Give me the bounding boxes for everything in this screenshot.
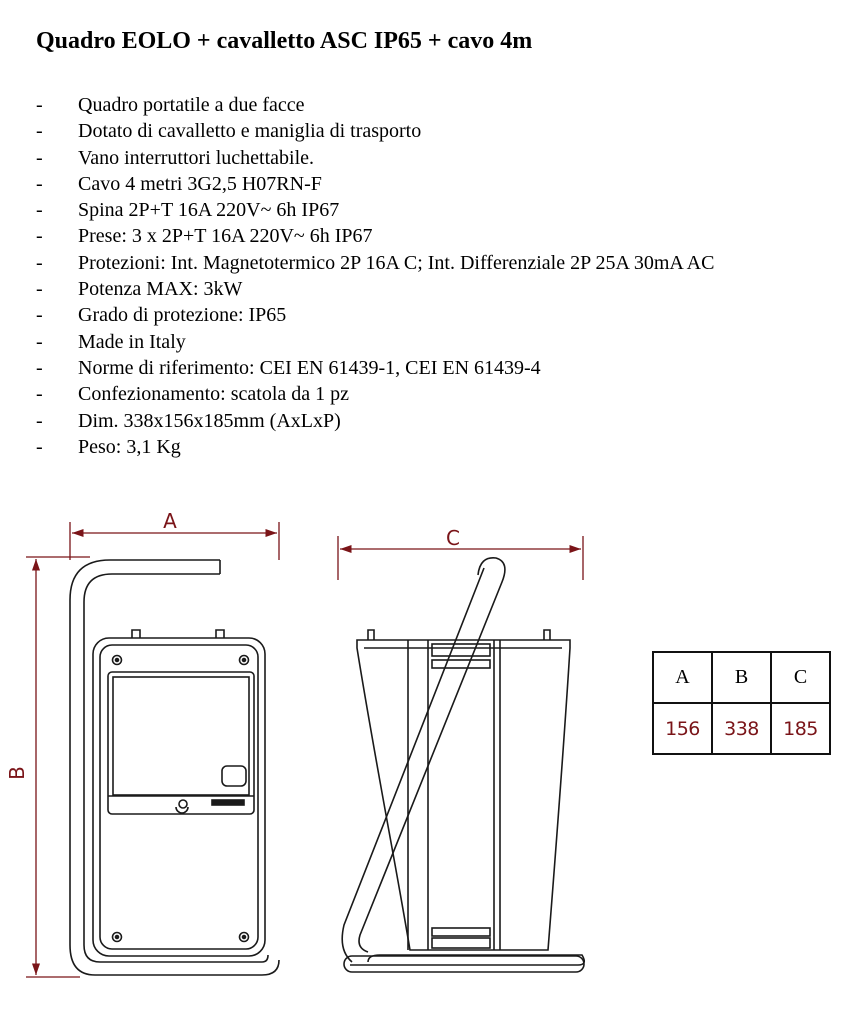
bullet-dash: - [36,435,43,458]
dimensions-value-row [653,703,830,754]
spec-text: Norme di riferimento: CEI EN 61439-1, CEI EN 61439-4 [78,356,541,379]
bullet-dash: - [36,409,43,432]
front-view [5,509,279,977]
product-title: Quadro EOLO + cavalletto ASC IP65 + cavo 4m [36,28,533,54]
bullet-dash: - [36,330,43,353]
dim-value-c: 185 [771,703,830,754]
dim-value-b: 338 [712,703,771,754]
bullet-dash: - [36,304,43,327]
bullet-dash: - [36,225,43,248]
bullet-dash: - [36,146,43,169]
dim-value-a: 156 [653,703,712,754]
bullet-dash: - [36,94,43,116]
spec-text: Grado di protezione: IP65 [78,304,287,327]
dimension-b [26,557,90,977]
bullet-dash: - [36,383,43,406]
dimension-c [338,536,583,580]
spec-text: Made in Italy [78,330,186,353]
spec-text: Cavo 4 metri 3G2,5 H07RN-F [78,172,322,195]
enclosure-body [93,638,265,956]
spec-text: Prese: 3 x 2P+T 16A 220V~ 6h IP67 [78,225,373,248]
stand-leg [359,558,505,952]
dimension-b-label: B [5,766,29,780]
bullet-dash: - [36,120,43,143]
dim-header-a: A [653,652,712,703]
bullet-dash: - [36,356,43,379]
spec-text: Peso: 3,1 Kg [78,435,181,458]
spec-text: Spina 2P+T 16A 220V~ 6h IP67 [78,199,340,222]
dimensions-header-row [653,652,830,703]
spec-text: Dotato di cavalletto e maniglia di trasporto [78,120,422,143]
spec-text: Vano interruttori luchettabile. [78,146,315,169]
carry-handle [70,560,279,975]
spec-text: Quadro portatile a due facce [78,94,305,116]
spec-text: Confezionamento: scatola da 1 pz [78,383,350,406]
dimensions-table [652,651,831,755]
dim-header-c: C [771,652,830,703]
dimension-c-label: C [446,526,460,550]
dimension-a-label: A [163,509,177,533]
spec-text: Dim. 338x156x185mm (AxLxP) [78,409,341,432]
breaker-window [108,672,254,814]
side-view [338,526,584,972]
bullet-dash: - [36,199,43,222]
bullet-dash: - [36,278,43,301]
spec-text: Potenza MAX: 3kW [78,278,243,301]
bullet-dash: - [36,251,43,274]
spec-text: Protezioni: Int. Magnetotermico 2P 16A C; Int. Differenziale 2P 25A 30mA AC [78,251,715,274]
dim-header-b: B [712,652,771,703]
bullet-dash: - [36,172,43,195]
enclosure-side [357,640,570,950]
